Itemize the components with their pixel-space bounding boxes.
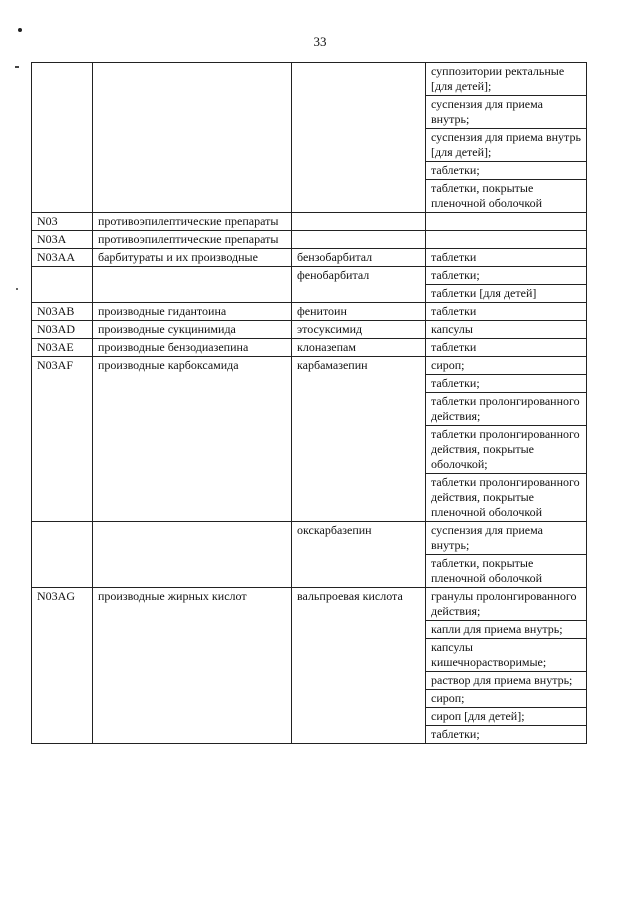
atc-code-cell: [32, 63, 93, 213]
group-name-cell: [93, 522, 292, 588]
dosage-form-cell: таблетки пролонгированного действия, покрытые оболочкой;: [426, 426, 587, 474]
group-name-cell: барбитураты и их производные: [93, 249, 292, 267]
dosage-form-cell: суспензия для приема внутрь;: [426, 96, 587, 129]
dosage-form-cell: капсулы кишечнорастворимые;: [426, 639, 587, 672]
dosage-form-cell: [426, 213, 587, 231]
scan-mark: [15, 66, 19, 68]
table-row: [32, 267, 587, 285]
group-name-cell: производные жирных кислот: [93, 588, 292, 744]
dosage-form-cell: таблетки пролонгированного действия, покрытые пленочной оболочкой: [426, 474, 587, 522]
dosage-form-cell: суспензия для приема внутрь;: [426, 522, 587, 555]
table-row: [32, 522, 587, 555]
dosage-form-cell: сироп [для детей];: [426, 708, 587, 726]
drug-name-cell: фенобарбитал: [292, 267, 426, 303]
dosage-form-cell: таблетки: [426, 303, 587, 321]
drug-name-cell: [292, 231, 426, 249]
group-name-cell: противоэпилептические препараты: [93, 213, 292, 231]
table-row: [32, 339, 587, 357]
table-row: [32, 63, 587, 96]
table-row: [32, 588, 587, 621]
dosage-form-cell: суспензия для приема внутрь [для детей];: [426, 129, 587, 162]
dosage-form-cell: таблетки;: [426, 162, 587, 180]
drug-name-cell: карбамазепин: [292, 357, 426, 522]
dosage-form-cell: таблетки, покрытые пленочной оболочкой: [426, 180, 587, 213]
dosage-form-cell: таблетки;: [426, 726, 587, 744]
atc-code-cell: N03AG: [32, 588, 93, 744]
table-row: [32, 303, 587, 321]
atc-code-cell: N03AA: [32, 249, 93, 267]
group-name-cell: производные сукцинимида: [93, 321, 292, 339]
atc-code-cell: N03AB: [32, 303, 93, 321]
drug-name-cell: [292, 63, 426, 213]
dosage-form-cell: таблетки: [426, 339, 587, 357]
atc-code-cell: N03AD: [32, 321, 93, 339]
group-name-cell: производные бензодиазепина: [93, 339, 292, 357]
dosage-form-cell: таблетки пролонгированного действия;: [426, 393, 587, 426]
dosage-form-cell: таблетки: [426, 249, 587, 267]
group-name-cell: противоэпилептические препараты: [93, 231, 292, 249]
dosage-form-cell: таблетки, покрытые пленочной оболочкой: [426, 555, 587, 588]
group-name-cell: [93, 267, 292, 303]
dosage-form-cell: капсулы: [426, 321, 587, 339]
drug-name-cell: бензобарбитал: [292, 249, 426, 267]
medication-table: [31, 62, 587, 744]
atc-code-cell: N03AF: [32, 357, 93, 522]
dosage-form-cell: гранулы пролонгированного действия;: [426, 588, 587, 621]
drug-name-cell: этосуксимид: [292, 321, 426, 339]
atc-code-cell: N03A: [32, 231, 93, 249]
table-row: [32, 249, 587, 267]
drug-name-cell: вальпроевая кислота: [292, 588, 426, 744]
group-name-cell: производные карбоксамида: [93, 357, 292, 522]
dosage-form-cell: суппозитории ректальные [для детей];: [426, 63, 587, 96]
atc-code-cell: [32, 522, 93, 588]
scan-mark: [18, 28, 22, 32]
dosage-form-cell: таблетки [для детей]: [426, 285, 587, 303]
dosage-form-cell: [426, 231, 587, 249]
dosage-form-cell: сироп;: [426, 357, 587, 375]
dosage-form-cell: таблетки;: [426, 375, 587, 393]
drug-name-cell: клоназепам: [292, 339, 426, 357]
atc-code-cell: [32, 267, 93, 303]
table-row: [32, 357, 587, 375]
dosage-form-cell: сироп;: [426, 690, 587, 708]
atc-code-cell: N03AE: [32, 339, 93, 357]
drug-name-cell: окскарбазепин: [292, 522, 426, 588]
atc-code-cell: N03: [32, 213, 93, 231]
table-row: [32, 213, 587, 231]
drug-name-cell: фенитоин: [292, 303, 426, 321]
dosage-form-cell: раствор для приема внутрь;: [426, 672, 587, 690]
dosage-form-cell: таблетки;: [426, 267, 587, 285]
table-row: [32, 231, 587, 249]
group-name-cell: [93, 63, 292, 213]
drug-name-cell: [292, 213, 426, 231]
scan-mark: [16, 288, 18, 290]
page-number: 33: [313, 34, 327, 49]
table-row: [32, 321, 587, 339]
group-name-cell: производные гидантоина: [93, 303, 292, 321]
dosage-form-cell: капли для приема внутрь;: [426, 621, 587, 639]
